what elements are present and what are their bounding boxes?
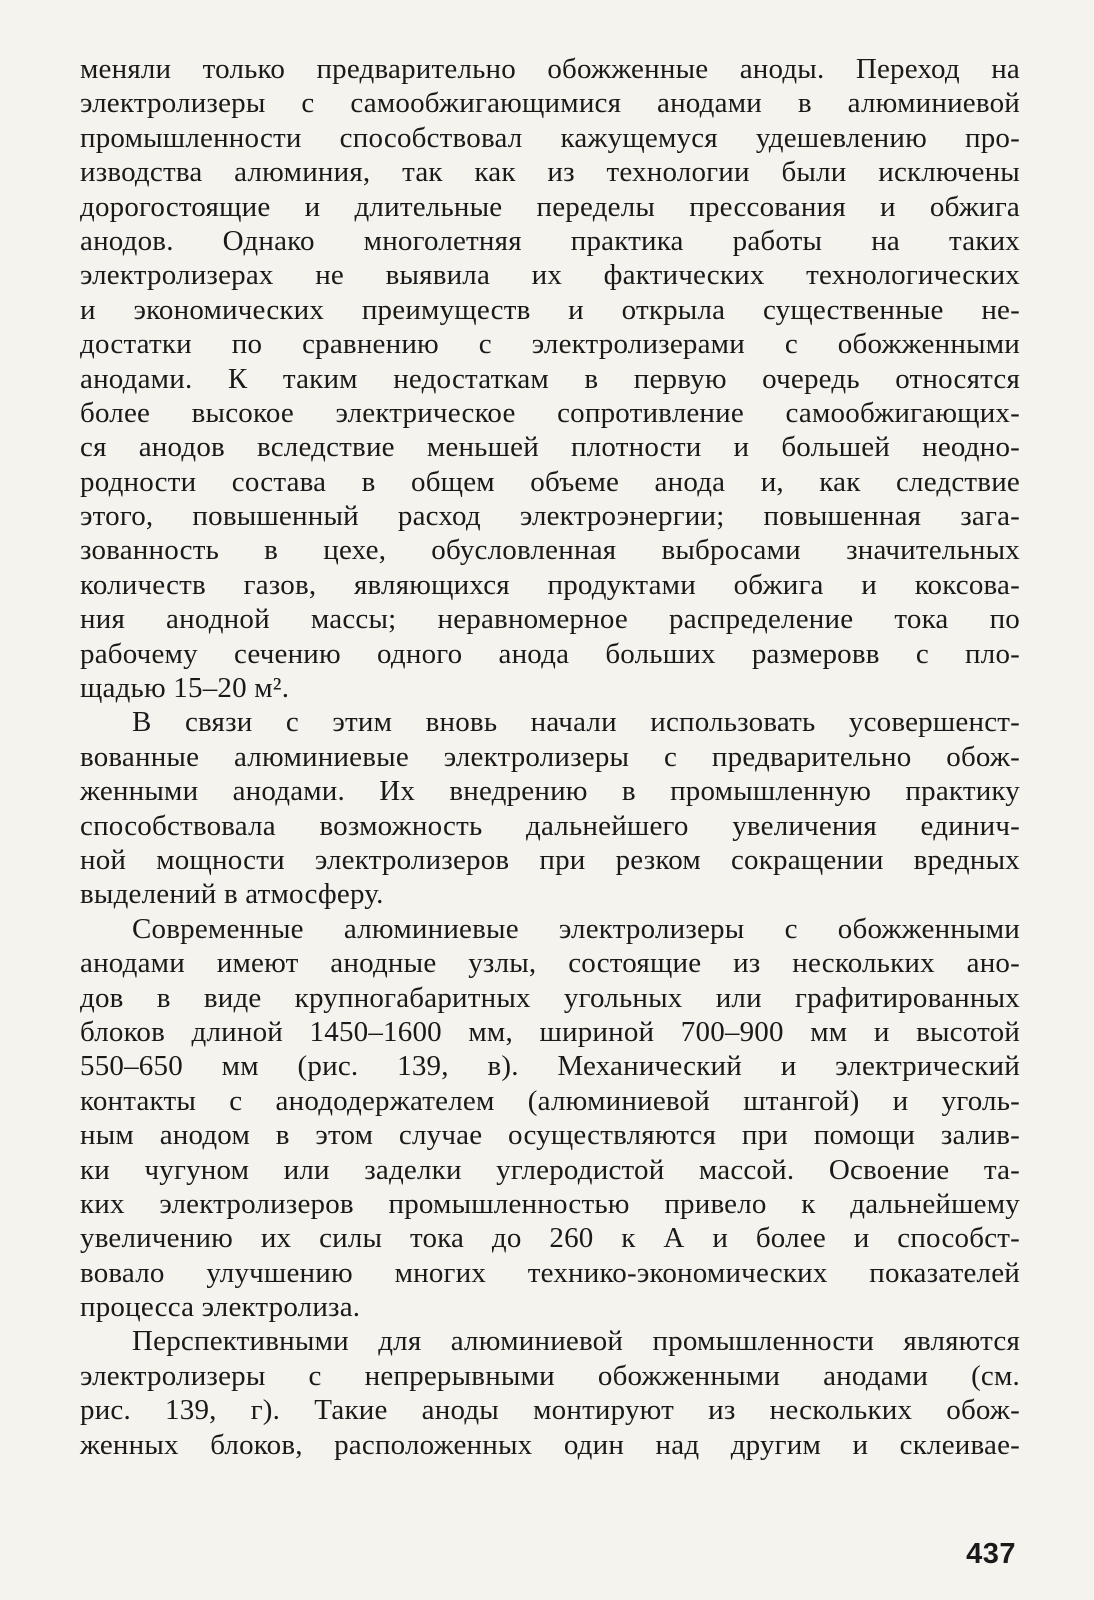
text-line: ких электролизеров промышленностью привело к дальнейшему: [80, 1187, 1020, 1220]
text-line: и экономических преимуществ и открыла существенные не-: [80, 293, 1020, 326]
text-line: анодов. Однако многолетняя практика работы на таких: [80, 224, 1020, 257]
text-line: 550–650 мм (рис. 139, в). Механический и электрический: [80, 1050, 1020, 1083]
text-line: ки чугуном или заделки углеродистой массой. Освоение та-: [80, 1153, 1020, 1186]
paragraph-2: [80, 705, 1020, 911]
text-line: Перспективными для алюминиевой промышленности являются: [132, 1325, 1020, 1358]
text-line: дов в виде крупногабаритных угольных или графитированных: [80, 981, 1020, 1014]
text-line: способствовала возможность дальнейшего увеличения единич-: [80, 809, 1020, 842]
text-line: зованность в цехе, обусловленная выбросами значительных: [80, 534, 1020, 567]
paragraph-1: [80, 52, 1020, 705]
text-line: ной мощности электролизеров при резком сокращении вредных: [80, 843, 1020, 876]
paragraph-4: [80, 1324, 1020, 1462]
text-line: рабочему сечению одного анода больших размеровв с пло-: [80, 637, 1020, 670]
text-line: родности состава в общем объеме анода и, как следствие: [80, 465, 1020, 498]
text-line: вовало улучшению многих технико-экономических показателей: [80, 1256, 1020, 1289]
text-line: вованные алюминиевые электролизеры с предварительно обож-: [80, 740, 1020, 773]
text-line: контакты с анододержателем (алюминиевой штангой) и уголь-: [80, 1084, 1020, 1117]
text-line: достатки по сравнению с электролизерами с обожженными: [80, 328, 1020, 361]
text-line: женными анодами. Их внедрению в промышленную практику: [80, 775, 1020, 808]
text-line: изводства алюминия, так как из технологии были исключены: [80, 156, 1020, 189]
text-line: анодами. К таким недостаткам в первую очередь относятся: [80, 362, 1020, 395]
body-text: [80, 52, 1020, 1462]
text-line: ния анодной массы; неравномерное распределение тока по: [80, 603, 1020, 636]
text-line: блоков длиной 1450–1600 мм, шириной 700–900 мм и высотой: [80, 1015, 1020, 1048]
paragraph-3: [80, 912, 1020, 1325]
text-line: этого, повышенный расход электроэнергии; повышенная зага-: [80, 500, 1020, 533]
text-line: ся анодов вследствие меньшей плотности и большей неодно-: [80, 431, 1020, 464]
text-line: меняли только предварительно обожженные аноды. Переход на: [80, 53, 1020, 85]
text-line: дорогостоящие и длительные переделы прессования и обжига: [80, 190, 1020, 223]
text-line: В связи с этим вновь начали использовать усовершенст-: [132, 706, 1020, 739]
text-line: анодами имеют анодные узлы, состоящие из нескольких ано-: [80, 947, 1020, 980]
text-line: электролизеры с самообжигающимися анодами в алюминиевой: [80, 87, 1020, 120]
text-line: женных блоков, расположенных один над другим и склеивае-: [80, 1428, 1020, 1461]
text-line: увеличению их силы тока до 260 к А и более и способст-: [80, 1222, 1020, 1255]
page-number: 437: [966, 1538, 1016, 1570]
text-line: щадью 15–20 м².: [80, 672, 290, 705]
text-line: электролизерах не выявила их фактических технологических: [80, 259, 1020, 292]
text-line: процесса электролиза.: [80, 1291, 361, 1324]
text-line: Современные алюминиевые электролизеры с обожженными: [132, 912, 1020, 945]
text-line: выделений в атмосферу.: [80, 878, 384, 911]
text-line: количеств газов, являющихся продуктами обжига и коксова-: [80, 568, 1020, 601]
text-line: более высокое электрическое сопротивление самообжигающих-: [80, 396, 1020, 429]
text-line: промышленности способствовал кажущемуся удешевлению про-: [80, 121, 1020, 154]
text-line: ным анодом в этом случае осуществляются при помощи залив-: [80, 1119, 1020, 1152]
text-line: рис. 139, г). Такие аноды монтируют из нескольких обож-: [80, 1394, 1020, 1427]
text-line: электролизеры с непрерывными обожженными анодами (см.: [80, 1359, 1020, 1392]
